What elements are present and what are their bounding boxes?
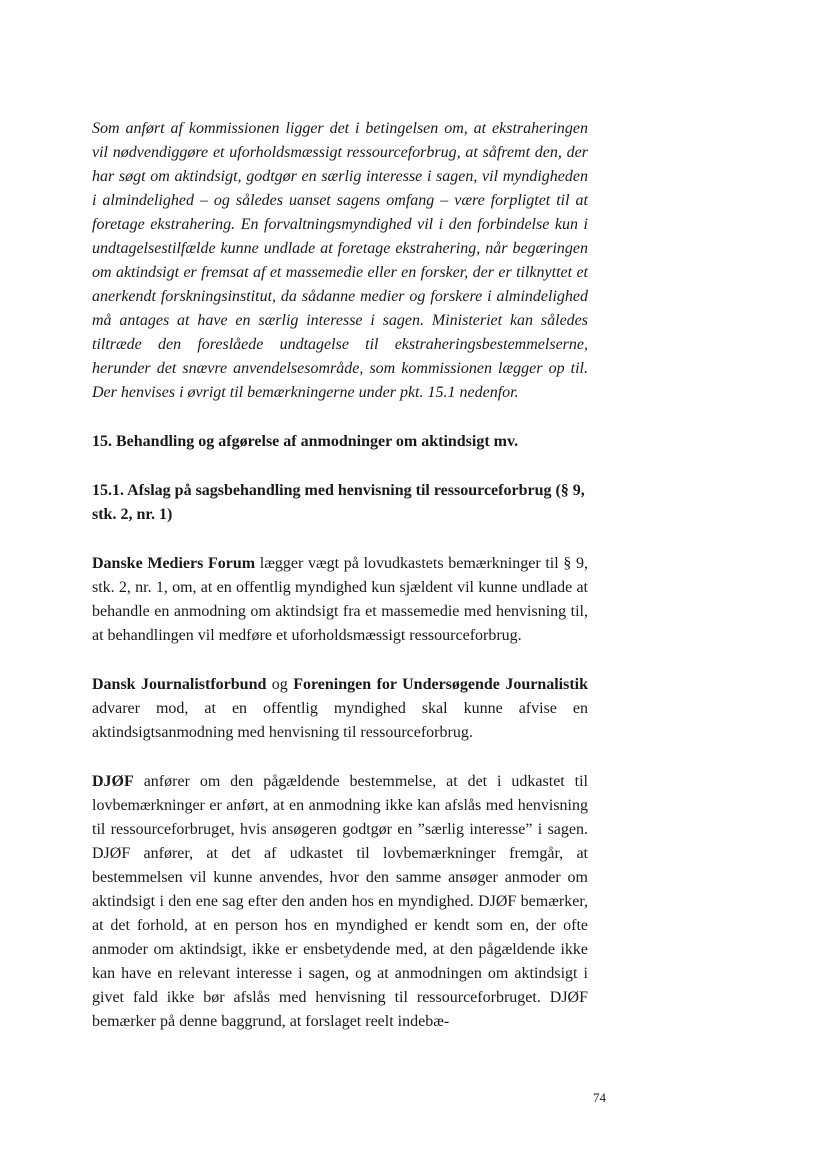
page-number: 74 xyxy=(593,1090,606,1105)
quote-paragraph: Som anført af kommissionen ligger det i betingelsen om, at ekstraheringen vil nødvendiggøre et uforholdsmæssigt ressourceforbrug, at såfremt den, der har søgt om aktindsigt, godtgør en særlig interesse i sagen, vil myndigheden i almindelighed – og således uanset sagens omfang – være forpligtet til at foretage ekstrahering. En forvaltningsmyndighed vil i den forbindelse kun i undtagelsestilfælde kunne undlade at foretage ekstrahering, når begæringen om aktindsigt er fremsat af et massemedie eller en forsker, der er tilknyttet et anerkendt forskningsinstitut, da sådanne medier og forskere i almindelighed må antages at have en særlig interesse i sagen. Ministeriet kan således tiltræde den foreslåede undtagelse til ekstraheringsbestemmelserne, herunder det snævre anvendelsesområde, som kommissionen lægger op til. Der henvises i øvrigt til bemærkningerne under pkt. 15.1 nedenfor. xyxy=(92,120,588,401)
section-heading-15-1: 15.1. Afslag på sagsbehandling med henvisning til ressourceforbrug (§ 9, stk. 2, nr. 1) xyxy=(92,482,585,523)
connector-text: og xyxy=(266,676,294,693)
paragraph-text: advarer mod, at en offentlig myndighed skal kunne afvise en aktindsigtsanmodning med henvisning til ressourceforbrug. xyxy=(92,700,588,741)
organization-name: DJØF xyxy=(92,773,134,790)
organization-name: Dansk Journalistforbund xyxy=(92,676,267,693)
paragraph-djoef xyxy=(92,770,588,1034)
paragraph-danske-mediers-forum xyxy=(92,552,588,648)
organization-name: Foreningen for Undersøgende Journalistik xyxy=(293,676,589,693)
organization-name: Danske Mediers Forum xyxy=(92,555,256,572)
section-heading-15: 15. Behandling og afgørelse af anmodninger om aktindsigt mv. xyxy=(92,433,519,450)
document-page xyxy=(92,117,588,1034)
paragraph-journalistforbund xyxy=(92,673,588,745)
paragraph-text: anfører om den pågældende bestemmelse, at det i udkastet til lovbemærkninger er anført, at en anmodning ikke kan afslås med henvisning til ressourceforbruget, hvis ansøgeren godtgør en ”særlig interesse” i sagen. DJØF anfører, at det af udkastet til lovbemærkninger fremgår, at bestemmelsen vil kunne anvendes, hvor den samme ansøger anmoder om aktindsigt i den ene sag efter den anden hos en myndighed. DJØF bemærker, at det forhold, at en person hos en myndighed er kendt som en, der ofte anmoder om aktindsigt, ikke er ensbetydende med, at den pågældende ikke kan have en relevant interesse i sagen, og at anmodningen om aktindsigt i givet fald ikke bør afslås med henvisning til ressourceforbruget. DJØF bemærker på denne baggrund, at forslaget reelt indebæ- xyxy=(92,773,588,1030)
paragraph-text: lægger vægt på lovudkastets bemærkninger til § 9, stk. 2, nr. 1, om, at en offentlig myndighed kun sjældent vil kunne undlade at behandle en anmodning om aktindsigt fra et massemedie med henvisning til, at behandlingen vil medføre et uforholdsmæssigt ressourceforbrug. xyxy=(92,555,588,644)
